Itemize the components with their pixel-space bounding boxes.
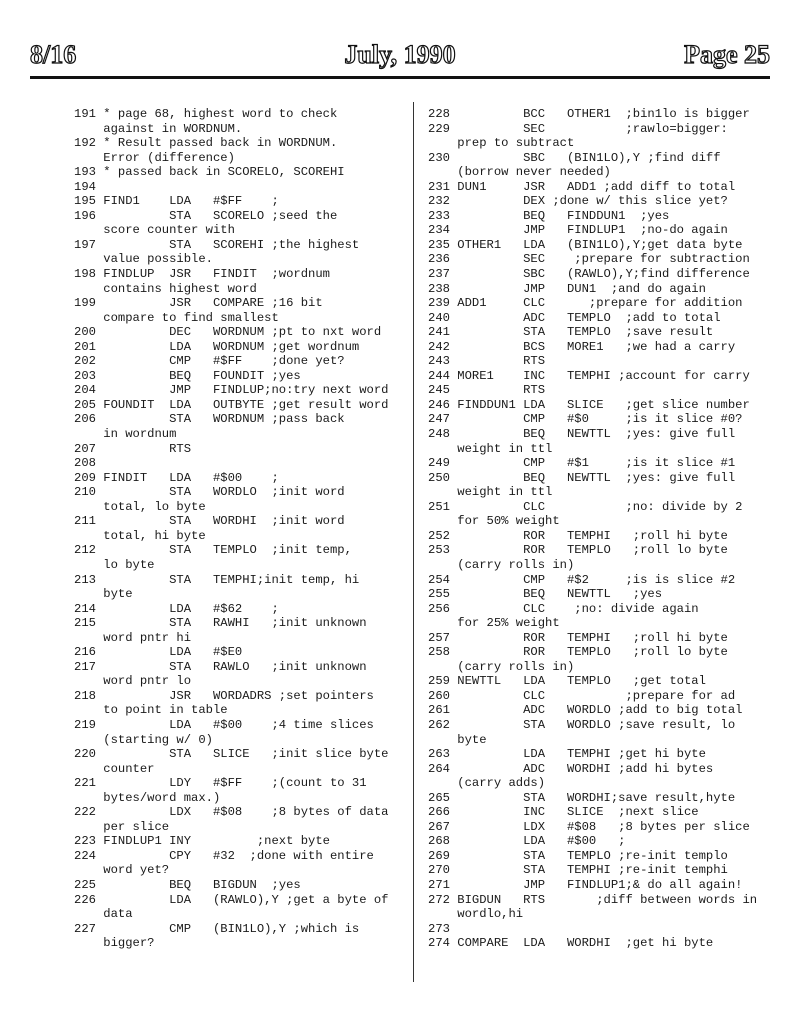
code-line: data [74, 907, 133, 922]
code-line: 234 JMP FINDLUP1 ;no-do again [428, 223, 728, 238]
code-line: weight in ttl [428, 441, 553, 456]
code-line: 227 CMP (BIN1LO),Y ;which is [74, 921, 360, 936]
code-line: in wordnum [74, 427, 177, 442]
code-line: 233 BEQ FINDDUN1 ;yes [428, 208, 670, 223]
code-line: 262 STA WORDLO ;save result, lo [428, 717, 736, 732]
code-line: to point in table [74, 703, 228, 718]
code-line: 273 [428, 921, 450, 936]
code-line: 199 JSR COMPARE ;16 bit [74, 296, 323, 311]
code-line: 191 * page 68, highest word to check [74, 107, 338, 121]
code-line: 200 DEC WORDNUM ;pt to nxt word [74, 325, 382, 340]
code-line: 202 CMP #$FF ;done yet? [74, 354, 345, 369]
code-line: 223 FINDLUP1 INY ;next byte [74, 834, 330, 849]
code-line: 222 LDX #$08 ;8 bytes of data [74, 805, 389, 820]
code-line: 237 SBC (RAWLO),Y;find difference [428, 267, 750, 282]
code-line: Error (difference) [74, 150, 235, 165]
code-line: 209 FINDIT LDA #$00 ; [74, 470, 279, 485]
code-line: 196 STA SCORELO ;seed the [74, 208, 338, 223]
code-line: 270 STA TEMPHI ;re-init temphi [428, 863, 728, 878]
code-line: word yet? [74, 863, 170, 878]
code-line: 254 CMP #$2 ;is is slice #2 [428, 572, 736, 587]
code-line: 216 LDA #$E0 [74, 645, 243, 660]
code-line: lo byte [74, 557, 155, 572]
page-number: Page 25 [684, 40, 770, 69]
code-line: 220 STA SLICE ;init slice byte [74, 747, 389, 762]
code-line: 259 NEWTTL LDA TEMPLO ;get total [428, 674, 706, 689]
code-line: byte [428, 732, 487, 747]
code-line: 258 ROR TEMPLO ;roll lo byte [428, 645, 728, 660]
code-line: 208 [74, 456, 96, 471]
code-line: 210 STA WORDLO ;init word [74, 485, 345, 500]
code-line: 253 ROR TEMPLO ;roll lo byte [428, 543, 728, 558]
code-line: 269 STA TEMPLO ;re-init templo [428, 848, 728, 863]
code-line: total, lo byte [74, 499, 206, 514]
code-line: 215 STA RAWHI ;init unknown [74, 616, 367, 631]
code-line: 248 BEQ NEWTTL ;yes: give full [428, 427, 736, 442]
code-line: byte [74, 587, 133, 602]
code-line: weight in ttl [428, 485, 553, 500]
code-line: 242 BCS MORE1 ;we had a carry [428, 339, 736, 354]
code-line: (carry adds) [428, 776, 546, 791]
code-line: 271 JMP FINDLUP1;& do all again! [428, 877, 743, 892]
code-listing-right-column [428, 107, 758, 951]
code-line: (carry rolls in) [428, 659, 575, 674]
code-line: 192 * Result passed back in WORDNUM. [74, 136, 338, 151]
code-line: 257 ROR TEMPHI ;roll hi byte [428, 630, 728, 645]
code-line: 218 JSR WORDADRS ;set pointers [74, 688, 374, 703]
code-line: (borrow never needed) [428, 165, 611, 180]
code-line: 244 MORE1 INC TEMPHI ;account for carry [428, 368, 750, 383]
code-line: 245 RTS [428, 383, 546, 398]
code-line: 250 BEQ NEWTTL ;yes: give full [428, 470, 736, 485]
code-line: 230 SBC (BIN1LO),Y ;find diff [428, 150, 721, 165]
issue-date: July, 1990 [344, 40, 456, 69]
code-line: prep to subtract [428, 136, 575, 151]
code-line: bigger? [74, 936, 155, 951]
code-line: 240 ADC TEMPLO ;add to total [428, 310, 721, 325]
code-line: 236 SEC ;prepare for subtraction [428, 252, 750, 267]
code-line: 268 LDA #$00 ; [428, 834, 626, 849]
code-line: 212 STA TEMPLO ;init temp, [74, 543, 352, 558]
code-line: 255 BEQ NEWTTL ;yes [428, 587, 663, 602]
code-line: 263 LDA TEMPHI ;get hi byte [428, 747, 706, 762]
code-line: contains highest word [74, 281, 257, 296]
code-line: 193 * passed back in SCORELO, SCOREHI [74, 165, 345, 180]
code-line: 211 STA WORDHI ;init word [74, 514, 345, 529]
code-line: 228 BCC OTHER1 ;bin1lo is bigger [428, 107, 750, 121]
code-line: 221 LDY #$FF ;(count to 31 [74, 776, 367, 791]
code-line: total, hi byte [74, 528, 206, 543]
code-line: 241 STA TEMPLO ;save result [428, 325, 714, 340]
code-line: 264 ADC WORDHI ;add hi bytes [428, 761, 714, 776]
code-line: for 25% weight [428, 616, 560, 631]
code-line: 267 LDX #$08 ;8 bytes per slice [428, 819, 750, 834]
code-line: 256 CLC ;no: divide again [428, 601, 699, 616]
code-line: 229 SEC ;rawlo=bigger: [428, 121, 728, 136]
code-line: 247 CMP #$0 ;is it slice #0? [428, 412, 743, 427]
code-line: 197 STA SCOREHI ;the highest [74, 237, 360, 252]
code-line: (starting w/ 0) [74, 732, 213, 747]
code-line: 194 [74, 179, 96, 194]
code-line: 249 CMP #$1 ;is it slice #1 [428, 456, 736, 471]
code-line: 235 OTHER1 LDA (BIN1LO),Y;get data byte [428, 237, 743, 252]
code-line: 224 CPY #32 ;done with entire [74, 848, 374, 863]
code-line: 213 STA TEMPHI;init temp, hi [74, 572, 360, 587]
code-line: 206 STA WORDNUM ;pass back [74, 412, 345, 427]
code-line: 226 LDA (RAWLO),Y ;get a byte of [74, 892, 389, 907]
code-line: 260 CLC ;prepare for ad [428, 688, 736, 703]
code-line: 214 LDA #$62 ; [74, 601, 279, 616]
code-line: 243 RTS [428, 354, 546, 369]
code-line: score counter with [74, 223, 235, 238]
column-divider [413, 102, 414, 982]
code-line: 225 BEQ BIGDUN ;yes [74, 877, 301, 892]
code-line: against in WORDNUM. [74, 121, 243, 136]
code-line: 231 DUN1 JSR ADD1 ;add diff to total [428, 179, 736, 194]
code-line: 207 RTS [74, 441, 192, 456]
code-line: 201 LDA WORDNUM ;get wordnum [74, 339, 360, 354]
code-line: 198 FINDLUP JSR FINDIT ;wordnum [74, 267, 330, 282]
code-line: 239 ADD1 CLC ;prepare for addition [428, 296, 743, 311]
code-line: bytes/word max.) [74, 790, 221, 805]
code-line: 238 JMP DUN1 ;and do again [428, 281, 706, 296]
issue-number: 8/16 [30, 40, 77, 69]
code-line: 266 INC SLICE ;next slice [428, 805, 699, 820]
code-line: for 50% weight [428, 514, 560, 529]
code-line: per slice [74, 819, 170, 834]
code-line: word pntr hi [74, 630, 192, 645]
page-header [30, 40, 770, 76]
code-line: wordlo,hi [428, 907, 524, 922]
code-line: (carry rolls in) [428, 557, 575, 572]
code-line: 274 COMPARE LDA WORDHI ;get hi byte [428, 936, 714, 951]
code-line: word pntr lo [74, 674, 192, 689]
code-line: counter [74, 761, 155, 776]
code-line: 205 FOUNDIT LDA OUTBYTE ;get result word [74, 397, 389, 412]
code-line: 232 DEX ;done w/ this slice yet? [428, 194, 728, 209]
code-line: 203 BEQ FOUNDIT ;yes [74, 368, 301, 383]
code-line: 246 FINDDUN1 LDA SLICE ;get slice number [428, 397, 750, 412]
header-rule [30, 76, 770, 79]
code-line: 272 BIGDUN RTS ;diff between words in [428, 892, 758, 907]
code-line: value possible. [74, 252, 213, 267]
code-line: 219 LDA #$00 ;4 time slices [74, 717, 374, 732]
code-line: compare to find smallest [74, 310, 279, 325]
code-line: 252 ROR TEMPHI ;roll hi byte [428, 528, 728, 543]
code-listing-left-column [74, 107, 404, 951]
code-line: 265 STA WORDHI;save result,hyte [428, 790, 736, 805]
code-line: 217 STA RAWLO ;init unknown [74, 659, 367, 674]
code-line: 251 CLC ;no: divide by 2 [428, 499, 743, 514]
code-line: 195 FIND1 LDA #$FF ; [74, 194, 279, 209]
code-line: 261 ADC WORDLO ;add to big total [428, 703, 743, 718]
code-line: 204 JMP FINDLUP;no:try next word [74, 383, 389, 398]
